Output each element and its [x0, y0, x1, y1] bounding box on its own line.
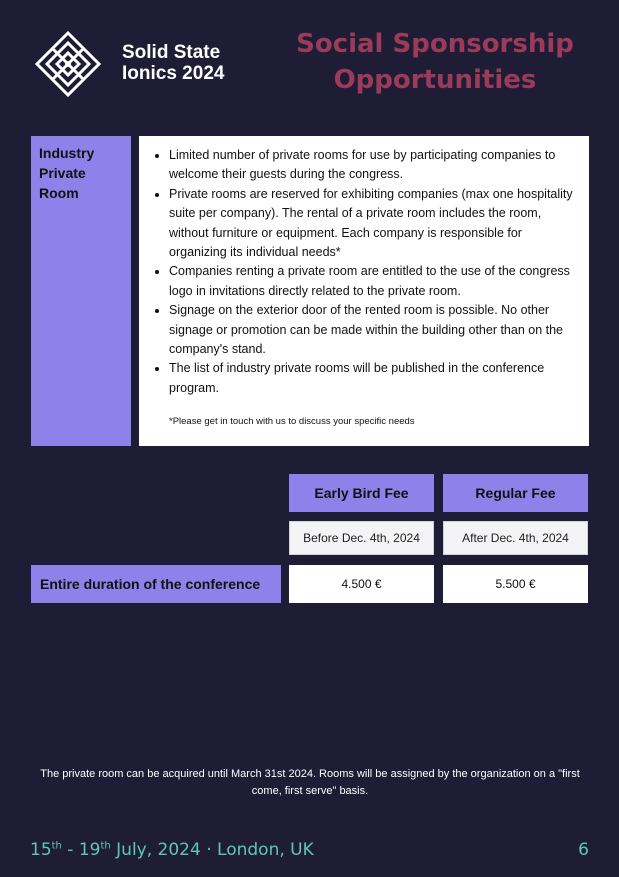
list-item: • Limited number of private rooms for use by participating companies to welcome their guests during the congress.	[169, 146, 575, 185]
date-separator: -	[61, 840, 79, 860]
footnote: The private room can be acquired until March 31st 2024. Rooms will be assigned by the organization on a "first come, first serve" basis.	[40, 768, 580, 797]
brand-name	[122, 42, 224, 84]
early-bird-deadline: Before Dec. 4th, 2024	[289, 521, 434, 555]
early-bird-header: Early Bird Fee	[289, 474, 434, 512]
contact-note: *Please get in touch with us to discuss your specific needs	[169, 416, 415, 428]
early-bird-price: 4.500 €	[289, 565, 434, 603]
sponsorship-label	[31, 136, 131, 446]
list-item: • Signage on the exterior door of the rented room is possible. No other signage or promotion can be made within the building other than on the company's stand.	[169, 301, 575, 359]
list-item: • Companies renting a private room are entitled to the use of the congress logo in invitations directly related to the private room.	[169, 262, 575, 301]
brand-line-2: Ionics 2024	[122, 63, 225, 84]
title-line-2: Opportunities	[333, 65, 537, 95]
label-line-1: Industry	[39, 145, 95, 161]
date-start-suffix: th	[51, 840, 62, 852]
duration-row-label: Entire duration of the conference	[31, 565, 281, 603]
solid-state-ionics-logo-icon	[34, 30, 102, 98]
page-number: 6	[578, 840, 589, 860]
page-title	[280, 26, 590, 98]
regular-price: 5.500 €	[443, 565, 588, 603]
brand-line-1: Solid State	[122, 42, 221, 63]
sponsorship-description	[139, 136, 589, 446]
list-item: • The list of industry private rooms will be published in the conference program.	[169, 359, 575, 398]
title-line-1: Social Sponsorship	[296, 29, 574, 59]
list-item: • Private rooms are reserved for exhibiting companies (max one hospitality suite per company). The rental of a private room includes the room, without furniture or equipment. Each company is responsible for organizing its individual needs*	[169, 185, 575, 263]
label-line-2: Private	[39, 165, 86, 181]
event-dates	[30, 840, 314, 860]
date-location: July, 2024 · London, UK	[110, 840, 314, 860]
regular-fee-header: Regular Fee	[443, 474, 588, 512]
date-start-day: 15	[30, 840, 52, 860]
date-end-day: 19	[78, 840, 101, 860]
benefit-list	[153, 146, 575, 398]
label-line-3: Room	[39, 185, 79, 201]
date-end-suffix: th	[100, 840, 111, 852]
regular-fee-deadline: After Dec. 4th, 2024	[443, 521, 588, 555]
